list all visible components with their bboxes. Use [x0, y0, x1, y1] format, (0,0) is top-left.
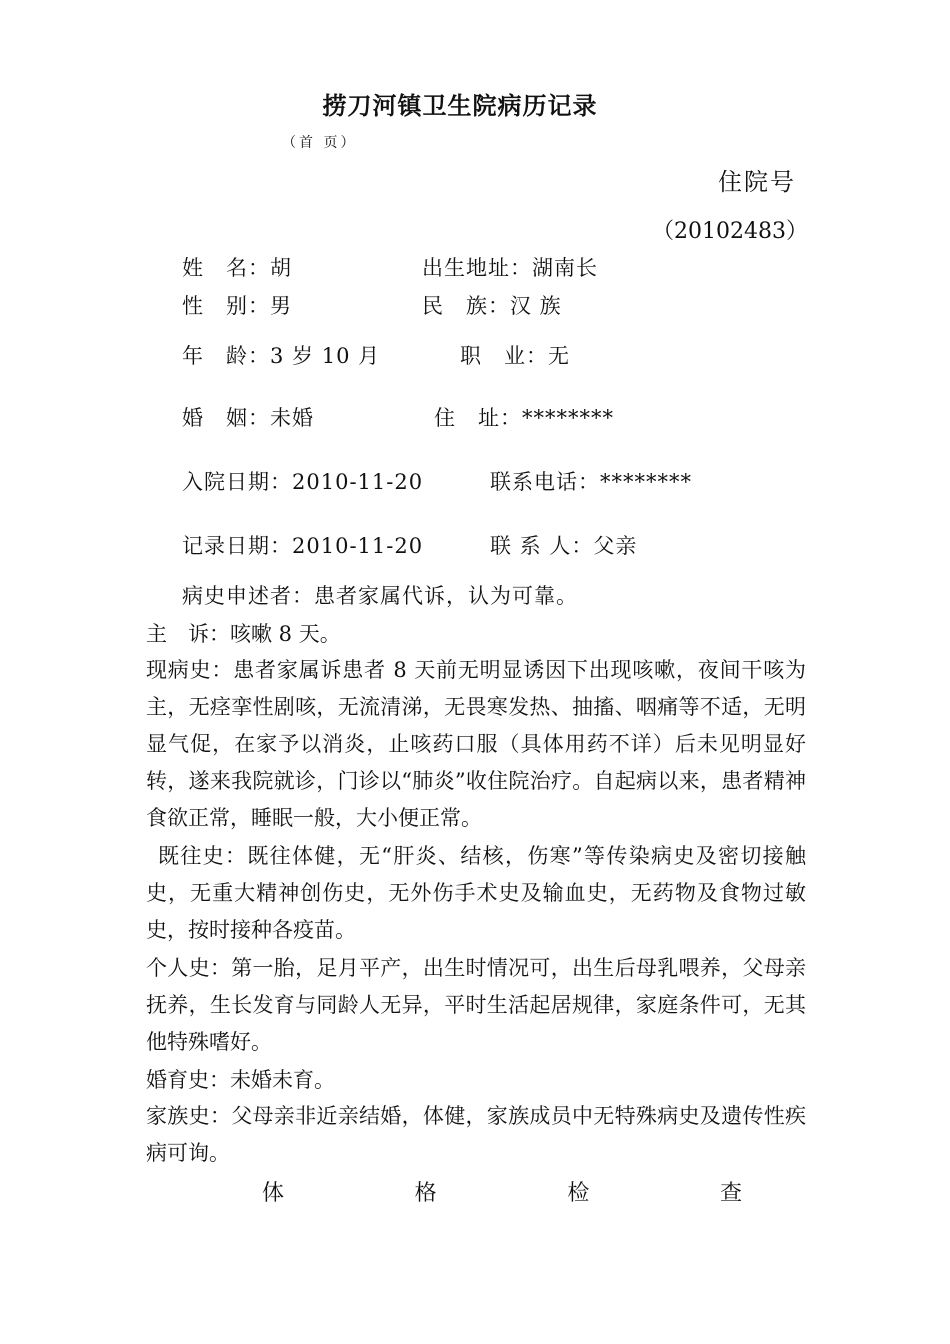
- chief-complaint: [146, 616, 806, 653]
- birthplace-field: [422, 252, 598, 282]
- family-history-value: 父母亲非近亲结婚，体健，家族成员中无特殊病史及遗传性疾病可询。: [146, 1104, 807, 1165]
- sex-label: 性 别：: [182, 294, 270, 318]
- page-subtitle: （首 页）: [282, 135, 358, 151]
- address-label: 住 址：: [434, 406, 522, 430]
- narrator-value: 患者家属代诉，认为可靠。: [314, 584, 578, 608]
- narrator-line: [182, 580, 578, 610]
- phone-value: ********: [600, 470, 692, 494]
- name-label: 姓 名：: [182, 256, 270, 280]
- record-date-field: [182, 530, 423, 560]
- address-field: [434, 402, 614, 432]
- phone-label: 联系电话：: [490, 470, 600, 494]
- age-field: [182, 340, 380, 370]
- narrator-label: 病史申述者：: [182, 584, 314, 608]
- marital-label: 婚 姻：: [182, 406, 270, 430]
- age-value: 3 岁 10 月: [270, 344, 381, 368]
- name-field: [182, 252, 292, 282]
- present-illness-value: 患者家属诉患者 8 天前无明显诱因下出现咳嗽，夜间干咳为主，无痉挛性剧咳，无流清涕，无畏寒发热、抽搐、咽痛等不适，无明显气促，在家予以消炎，止咳药口服（具体用药不详）后未见明显好转，遂来我院就诊，门诊以“肺炎”收住院治疗。自起病以来，患者精神食欲正常，睡眠一般，大小便正常。: [146, 658, 807, 830]
- sex-value: 男: [270, 294, 292, 318]
- birthplace-label: 出生地址：: [422, 256, 532, 280]
- physical-exam-heading: [262, 1176, 742, 1207]
- exam-heading-char: 检: [567, 1181, 590, 1206]
- occupation-field: [460, 340, 570, 370]
- record-date-value: 2010-11-20: [292, 534, 424, 558]
- occupation-value: 无: [548, 344, 570, 368]
- present-illness-label: 现病史：: [146, 658, 234, 682]
- sex-field: [182, 290, 292, 320]
- address-value: ********: [522, 406, 614, 430]
- record-date-label: 记录日期：: [182, 534, 292, 558]
- marital-field: [182, 402, 314, 432]
- exam-heading-char: 查: [719, 1181, 742, 1206]
- contact-value: 父亲: [593, 534, 638, 558]
- name-value: 胡: [270, 256, 292, 280]
- personal-history-value: 第一胎，足月平产，出生时情况可，出生后母乳喂养，父母亲抚养，生长发育与同龄人无异，平时生活起居规律，家庭条件可，无其他特殊嗜好。: [146, 956, 807, 1054]
- ethnicity-value: 汉 族: [510, 294, 562, 318]
- marriage-history: [146, 1062, 806, 1099]
- exam-heading-char: 格: [414, 1181, 437, 1206]
- exam-heading-char: 体: [262, 1181, 285, 1206]
- past-history-value: 既往体健，无“肝炎、结核，伤寒”等传染病史及密切接触史，无重大精神创伤史，无外伤手术史及输血史，无药物及食物过敏史，按时接种各疫苗。: [146, 844, 806, 942]
- admit-date-value: 2010-11-20: [292, 470, 424, 494]
- marriage-history-label: 婚育史：: [146, 1068, 230, 1092]
- family-history-label: 家族史：: [146, 1104, 232, 1128]
- personal-history-label: 个人史：: [146, 956, 232, 980]
- ethnicity-label: 民 族：: [422, 294, 510, 318]
- phone-field: [490, 466, 692, 496]
- birthplace-value: 湖南长: [532, 256, 598, 280]
- age-label: 年 龄：: [182, 344, 270, 368]
- admission-number-value: （20102483）: [652, 219, 808, 244]
- admit-date-label: 入院日期：: [182, 470, 292, 494]
- chief-complaint-label: 主 诉：: [146, 622, 230, 646]
- chief-complaint-value: 咳嗽 8 天。: [230, 622, 341, 646]
- marital-value: 未婚: [270, 406, 314, 430]
- personal-history: [146, 950, 806, 1061]
- present-illness: [146, 652, 806, 837]
- marriage-history-value: 未婚未育。: [230, 1068, 335, 1092]
- document-title: 捞刀河镇卫生院病历记录: [322, 91, 598, 120]
- contact-label: 联 系 人：: [490, 534, 594, 558]
- family-history: [146, 1098, 806, 1172]
- past-history-label: 既往史：: [158, 844, 248, 868]
- occupation-label: 职 业：: [460, 344, 548, 368]
- past-history: [146, 838, 806, 949]
- contact-field: [490, 530, 637, 560]
- admission-number-label: 住院号: [718, 168, 796, 196]
- admit-date-field: [182, 466, 423, 496]
- ethnicity-field: [422, 290, 562, 320]
